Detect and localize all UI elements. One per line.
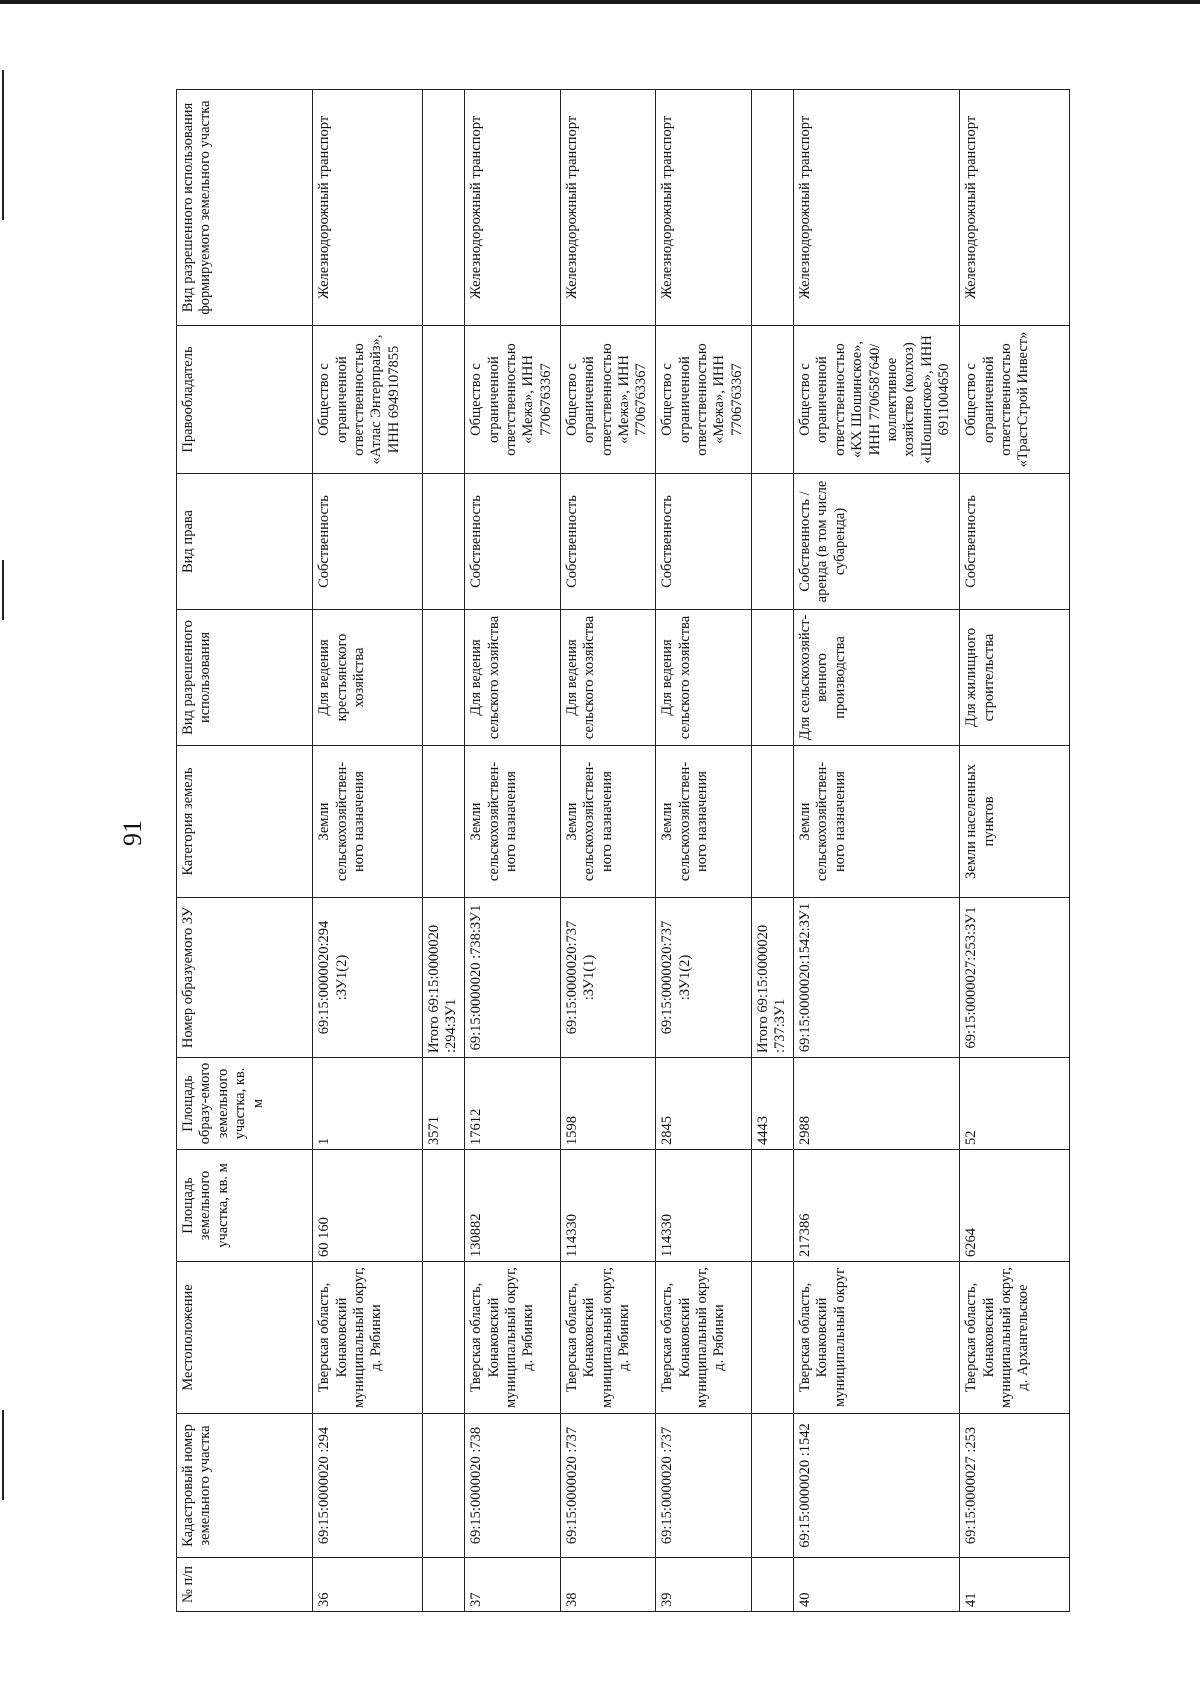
- header-formed-use: Вид разрешенного использования формируемого земельного участка: [177, 90, 313, 326]
- table-row: [313, 90, 423, 1612]
- header-holder: Правообладатель: [177, 326, 313, 474]
- cell-right: Собственность: [560, 474, 655, 610]
- cell-num: 41: [960, 1558, 1070, 1612]
- table-row: [960, 90, 1070, 1612]
- scan-top-border: [0, 0, 1200, 4]
- cell-formed-use: Железнодорожный транспорт: [560, 90, 655, 326]
- cell-total-area: 4443: [751, 1058, 793, 1150]
- cell-use: Для ведения сельского хозяйства: [656, 610, 751, 746]
- cell-total-label: Итого 69:15:0000020 :737:ЗУ1: [751, 898, 793, 1058]
- cell-category: Земли сельскохозяйствен-ного назначения: [465, 746, 560, 898]
- cell-formed-use: Железнодорожный транспорт: [794, 90, 960, 326]
- cell-area: 6264: [960, 1150, 1070, 1262]
- cell-use: Для сельскохозяйст-венного производства: [794, 610, 960, 746]
- cell-num: 40: [794, 1558, 960, 1612]
- cell-num: 39: [656, 1558, 751, 1612]
- cell-formed-number: 69:15:0000020:737 :ЗУ1(2): [656, 898, 751, 1058]
- header-formed-number: Номер образуемого ЗУ: [177, 898, 313, 1058]
- table-row: [465, 90, 560, 1612]
- header-num: № п/п: [177, 1558, 313, 1612]
- cell-location: Тверская область, Конаковский муниципальный округ, д. Рябинки: [560, 1262, 655, 1414]
- cell-holder: Общество с ограниченной ответственностью «Атлас Энтерпрайз», ИНН 6949107855: [313, 326, 423, 474]
- header-right: Вид права: [177, 474, 313, 610]
- cell-formed-use: Железнодорожный транспорт: [960, 90, 1070, 326]
- table-row: [794, 90, 960, 1612]
- table-row: [656, 90, 751, 1612]
- land-plots-table: [176, 89, 1070, 1612]
- cell-holder: Общество с ограниченной ответственностью «ТрастСтрой Инвест»: [960, 326, 1070, 474]
- scan-edge-mark: [2, 1410, 4, 1500]
- cell-formed-use: Железнодорожный транспорт: [313, 90, 423, 326]
- cell-formed-number: 69:15:0000020:1542:ЗУ1: [794, 898, 960, 1058]
- cell-category: Земли сельскохозяйствен-ного назначения: [656, 746, 751, 898]
- header-location: Местоположение: [177, 1262, 313, 1414]
- cell-category: Земли населенных пунктов: [960, 746, 1070, 898]
- cell-total-label: Итого 69:15:0000020 :294:ЗУ1: [422, 898, 464, 1058]
- cell-formed-number: 69:15:0000020:737 :ЗУ1(1): [560, 898, 655, 1058]
- cell-right: Собственность: [656, 474, 751, 610]
- cell-num: 38: [560, 1558, 655, 1612]
- cell-use: Для ведения сельского хозяйства: [560, 610, 655, 746]
- cell-use: Для ведения крестьянского хозяйства: [313, 610, 423, 746]
- cell-category: Земли сельскохозяйствен-ного назначения: [560, 746, 655, 898]
- cell-area: 114330: [560, 1150, 655, 1262]
- cell-area: 130882: [465, 1150, 560, 1262]
- cell-formed-area: 52: [960, 1058, 1070, 1150]
- table-row: [560, 90, 655, 1612]
- cell-formed-number: 69:15:0000020:294 :ЗУ1(2): [313, 898, 423, 1058]
- cell-formed-use: Железнодорожный транспорт: [656, 90, 751, 326]
- cell-holder: Общество с ограниченной ответственностью «Межа», ИНН 7706763367: [465, 326, 560, 474]
- cell-formed-area: 17612: [465, 1058, 560, 1150]
- cell-category: Земли сельскохозяйствен-ного назначения: [313, 746, 423, 898]
- cell-total-area: 3571: [422, 1058, 464, 1150]
- cell-right: Собственность: [465, 474, 560, 610]
- cell-location: Тверская область, Конаковский муниципальный округ: [794, 1262, 960, 1414]
- table-header-row: [177, 90, 313, 1612]
- cell-holder: Общество с ограниченной ответственностью «Межа», ИНН 7706763367: [656, 326, 751, 474]
- cell-location: Тверская область, Конаковский муниципальный округ, д. Рябинки: [656, 1262, 751, 1414]
- cell-formed-use: Железнодорожный транспорт: [465, 90, 560, 326]
- cell-cadastral: 69:15:0000020 :737: [656, 1414, 751, 1558]
- page-number: 91: [118, 820, 147, 846]
- cell-holder: Общество с ограниченной ответственностью «КХ Шошинское», ИНН 7706587640/ коллективное хозяйство (колхоз) «Шошинское», ИНН 6911004650: [794, 326, 960, 474]
- cell-cadastral: 69:15:0000020 :737: [560, 1414, 655, 1558]
- header-use: Вид разрешенного использования: [177, 610, 313, 746]
- cell-formed-area: 1598: [560, 1058, 655, 1150]
- land-plots-table-sheet: [176, 90, 1070, 1612]
- cell-cadastral: 69:15:0000020 :1542: [794, 1414, 960, 1558]
- cell-use: Для ведения сельского хозяйства: [465, 610, 560, 746]
- cell-location: Тверская область, Конаковский муниципальный округ, д. Рябинки: [313, 1262, 423, 1414]
- cell-formed-area: 2988: [794, 1058, 960, 1150]
- cell-formed-area: 1: [313, 1058, 423, 1150]
- scan-edge-mark: [2, 70, 4, 220]
- header-area: Площадь земельного участка, кв. м: [177, 1150, 313, 1262]
- cell-cadastral: 69:15:0000020 :738: [465, 1414, 560, 1558]
- cell-formed-number: 69:15:0000020 :738:ЗУ1: [465, 898, 560, 1058]
- cell-right: Собственность: [960, 474, 1070, 610]
- table-total-row: [422, 90, 464, 1612]
- cell-area: 60 160: [313, 1150, 423, 1262]
- scan-edge-mark: [2, 560, 4, 620]
- cell-location: Тверская область, Конаковский муниципальный округ, д. Архангельское: [960, 1262, 1070, 1414]
- cell-category: Земли сельскохозяйствен-ного назначения: [794, 746, 960, 898]
- cell-location: Тверская область, Конаковский муниципальный округ, д. Рябинки: [465, 1262, 560, 1414]
- table-total-row: [751, 90, 793, 1612]
- cell-right: Собственность: [313, 474, 423, 610]
- cell-num: 37: [465, 1558, 560, 1612]
- cell-area: 114330: [656, 1150, 751, 1262]
- cell-num: 36: [313, 1558, 423, 1612]
- cell-formed-number: 69:15:0000027:253:ЗУ1: [960, 898, 1070, 1058]
- cell-use: Для жилищного строительства: [960, 610, 1070, 746]
- cell-cadastral: 69:15:0000020 :294: [313, 1414, 423, 1558]
- cell-holder: Общество с ограниченной ответственностью «Межа», ИНН 7706763367: [560, 326, 655, 474]
- header-cadastral: Кадастровый номер земельного участка: [177, 1414, 313, 1558]
- cell-area: 217386: [794, 1150, 960, 1262]
- cell-right: Собственность / аренда (в том числе субаренда): [794, 474, 960, 610]
- header-category: Категория земель: [177, 746, 313, 898]
- cell-formed-area: 2845: [656, 1058, 751, 1150]
- cell-cadastral: 69:15:0000027 :253: [960, 1414, 1070, 1558]
- header-formed-area: Площадь образу-емого земельного участка, кв. м: [177, 1058, 313, 1150]
